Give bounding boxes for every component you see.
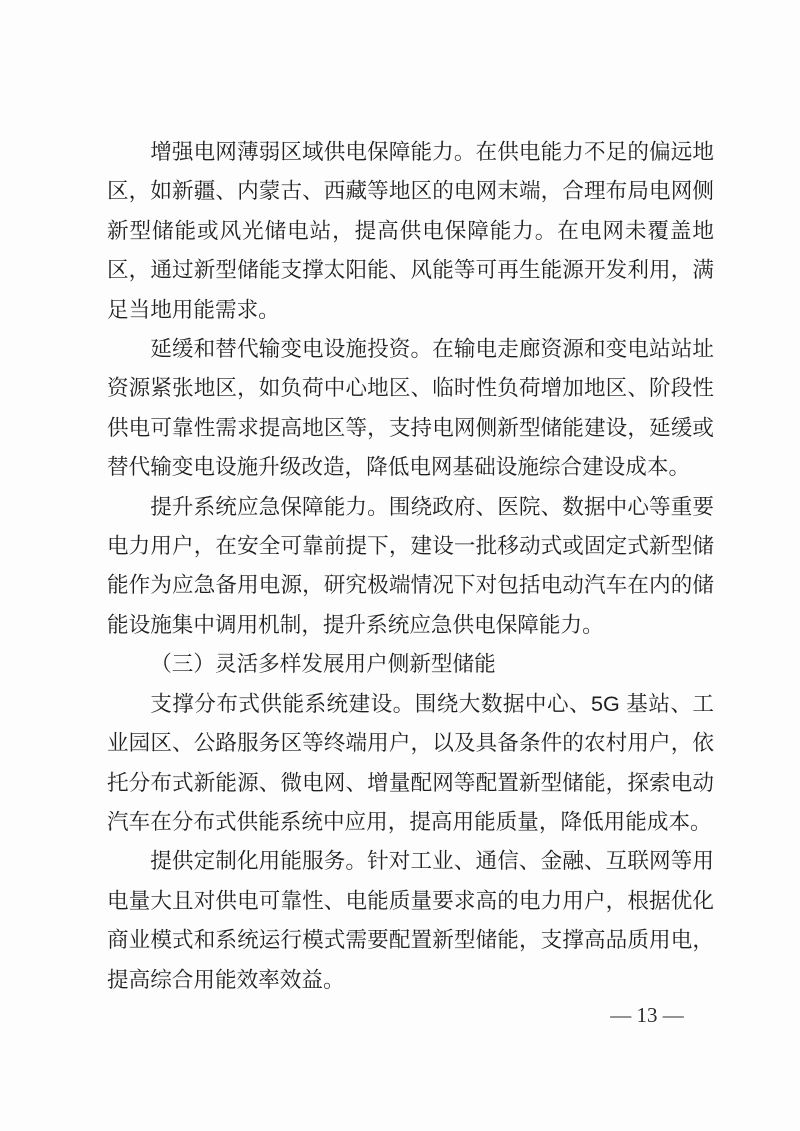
section-heading-user-side-storage: （三）灵活多样发展用户侧新型储能 <box>150 651 496 677</box>
paragraph-grid-weak-area-supply: 增强电网薄弱区域供电保障能力。在供电能力不足的偏远地区，如新疆、内蒙古、西藏等地区的电网末端，合理布局电网侧新型储能或风光储电站，提高供电保障能力。在电网未覆盖地区，通过新型储能支撑太阳能、风能等可再生能源开发利用，满足当地用能需求。 <box>107 139 714 322</box>
paragraph-distributed-energy-systems: 支撑分布式供能系统建设。围绕大数据中心、5G 基站、工业园区、公路服务区等终端用户，以及具备条件的农村用户，依托分布式新能源、微电网、增量配网等配置新型储能，探索电动汽车在分布式供能系统中应用，提高用能质量，降低用能成本。 <box>107 690 714 834</box>
page-body-text <box>107 132 714 999</box>
paragraph-defer-transmission-investment: 延缓和替代输变电设施投资。在输电走廊资源和变电站站址资源紧张地区，如负荷中心地区、临时性负荷增加地区、阶段性供电可靠性需求提高地区等，支持电网侧新型储能建设，延缓或替代输变电设施升级改造，降低电网基础设施综合建设成本。 <box>107 336 714 480</box>
paragraph-customized-energy-services: 提供定制化用能服务。针对工业、通信、金融、互联网等用电量大且对供电可靠性、电能质量要求高的电力用户，根据优化商业模式和系统运行模式需要配置新型储能，支撑高品质用电，提高综合用能效率效益。 <box>107 848 714 992</box>
paragraph-emergency-support-capability: 提升系统应急保障能力。围绕政府、医院、数据中心等重要电力用户，在安全可靠前提下，建设一批移动式或固定式新型储能作为应急备用电源，研究极端情况下对包括电动汽车在内的储能设施集中调用机制，提升系统应急供电保障能力。 <box>107 493 714 637</box>
page-number: — 13 — <box>610 1003 684 1027</box>
